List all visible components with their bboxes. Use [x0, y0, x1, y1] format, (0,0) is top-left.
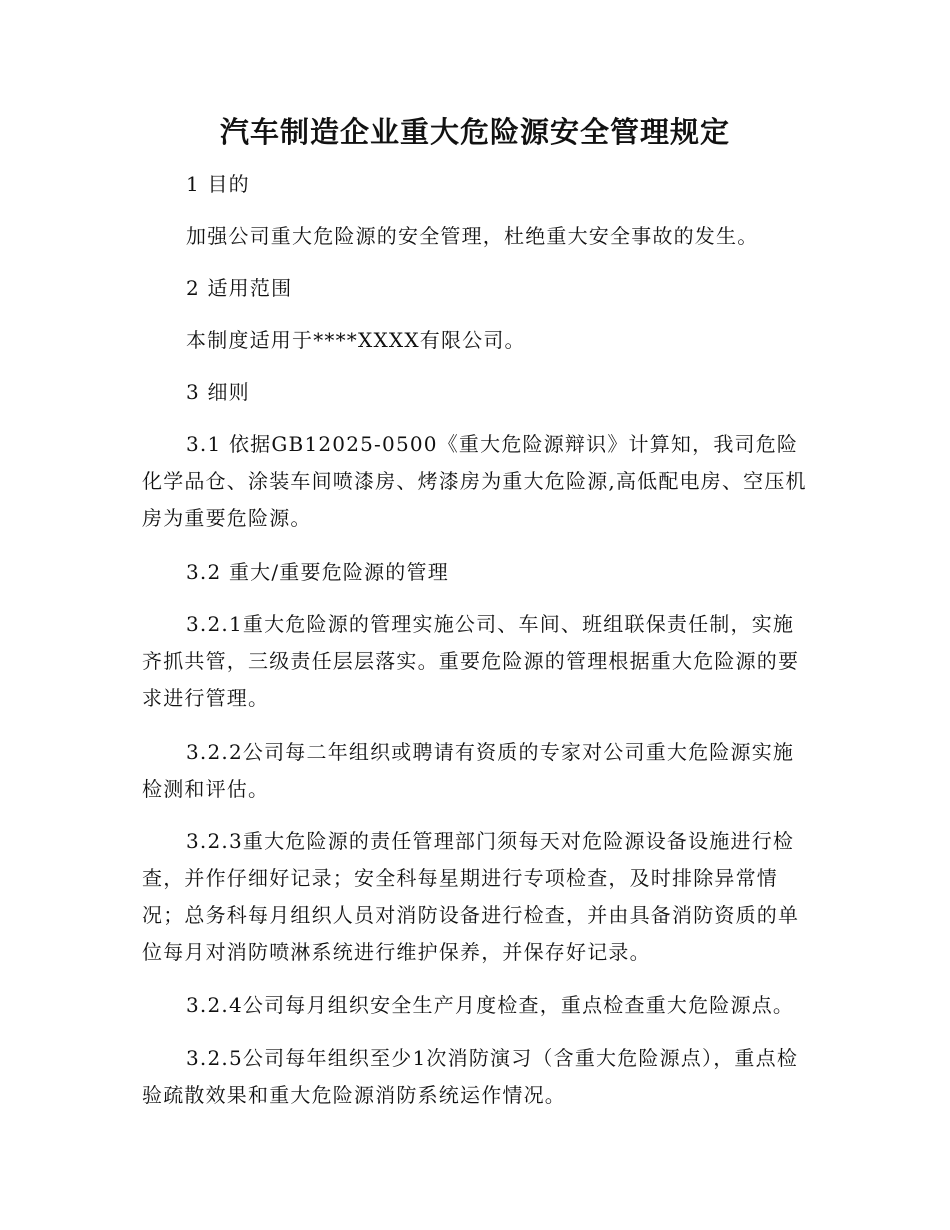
document-title: 汽车制造企业重大危险源安全管理规定	[219, 115, 730, 149]
paragraph: 3.1 依据GB12025-0500《重大危险源辩识》计算知，我司危险化学品仓、涂装车间喷漆房、烤漆房为重大危险源,高低配电房、空压机房为重要危险源。	[142, 432, 807, 530]
section-heading-details: 3 细则	[186, 380, 250, 404]
subsection-heading: 3.2 重大/重要危险源的管理	[186, 560, 449, 584]
paragraph: 3.2.2公司每二年组织或聘请有资质的专家对公司重大危险源实施检测和评估。	[142, 740, 795, 801]
paragraph: 加强公司重大危险源的安全管理，杜绝重大安全事故的发生。	[186, 224, 759, 248]
section-heading-scope: 2 适用范围	[186, 276, 293, 300]
paragraph: 3.2.4公司每月组织安全生产月度检查，重点检查重大危险源点。	[186, 993, 795, 1017]
paragraph: 本制度适用于****XXXX有限公司。	[186, 328, 526, 352]
paragraph: 3.2.1重大危险源的管理实施公司、车间、班组联保责任制，实施齐抓共管，三级责任层层落实。重要危险源的管理根据重大危险源的要求进行管理。	[142, 612, 800, 710]
section-heading-purpose: 1 目的	[186, 172, 250, 196]
paragraph: 3.2.3重大危险源的责任管理部门须每天对危险源设备设施进行检查，并作仔细好记录；安全科每星期进行专项检查，及时排除异常情况；总务科每月组织人员对消防设备进行检查，并由具备消防资质的单位每月对消防喷淋系统进行维护保养，并保存好记录。	[142, 829, 800, 964]
paragraph: 3.2.5公司每年组织至少1次消防演习（含重大危险源点），重点检验疏散效果和重大危险源消防系统运作情况。	[142, 1046, 799, 1107]
